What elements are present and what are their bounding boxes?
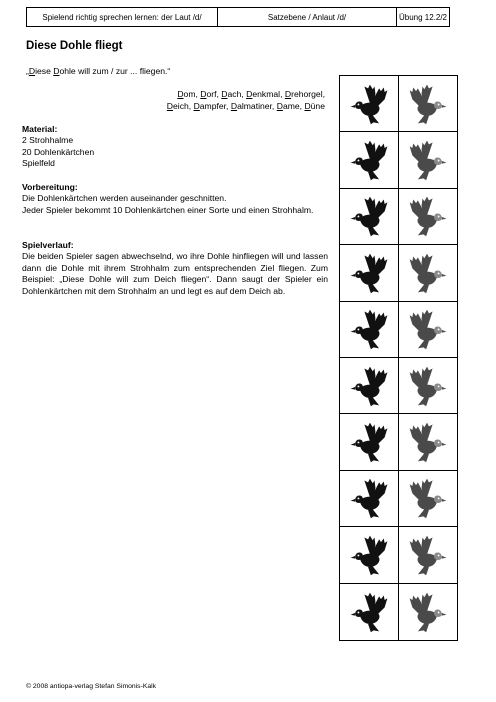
header-table: [26, 7, 450, 27]
underlined-d: D: [304, 101, 311, 111]
underlined-d: D: [284, 89, 292, 99]
jackdaw-card: [340, 245, 399, 301]
word-rest: rehorgel,: [291, 89, 325, 99]
jackdaw-card: [340, 76, 399, 132]
underlined-d: D: [276, 101, 283, 111]
preparation-line: Jeder Spieler bekommt 10 Dohlenkärtchen einer Sorte und einen Strohhalm.: [22, 204, 314, 215]
word-rest: om,: [183, 89, 201, 99]
word-rest: ame,: [282, 101, 305, 111]
gameplay-section: [22, 240, 328, 297]
quote-open: „: [26, 66, 29, 76]
underlined-d: D: [53, 66, 60, 76]
word-rest: eich,: [173, 101, 194, 111]
grey-jackdaw-icon: [405, 306, 451, 352]
header-exercise-number: Übung 12.2/2: [398, 12, 448, 22]
word-rest: almatiner,: [237, 101, 277, 111]
quote-part: ohle will zum / zur ... fliegen.“: [59, 66, 171, 76]
black-jackdaw-icon: [346, 137, 392, 183]
black-jackdaw-icon: [346, 81, 392, 127]
grey-jackdaw-icon: [405, 475, 451, 521]
black-jackdaw-icon: [346, 475, 392, 521]
jackdaw-card: [340, 471, 399, 527]
underlined-d: D: [246, 89, 253, 99]
underlined-d: D: [221, 89, 228, 99]
underlined-d: D: [177, 89, 184, 99]
word-list-line: [120, 88, 325, 100]
grey-jackdaw-icon: [405, 137, 451, 183]
underlined-d: D: [193, 101, 200, 111]
gameplay-text: Die beiden Spieler sagen abwechselnd, wo ihre Dohle hinfliegen will und lassen dann die Dohle mit ihrem Strohhalm zum entsprechenden Ziel fliegen. Zum Beispiel: „Diese Dohle will zum Deich fliegen“. Dann saugt der Spieler ein Dohlenkärtchen mit dem Strohhalm an und legt es auf dem Deich ab.: [22, 251, 328, 296]
black-jackdaw-icon: [346, 250, 392, 296]
grey-jackdaw-icon: [405, 81, 451, 127]
jackdaw-card: [399, 358, 458, 414]
jackdaw-card: [399, 302, 458, 358]
black-jackdaw-icon: [346, 193, 392, 239]
word-rest: üne: [310, 101, 325, 111]
material-heading: Material:: [22, 124, 58, 134]
gameplay-heading: Spielverlauf:: [22, 240, 74, 250]
material-section: [22, 124, 328, 170]
header-level: Satzebene / Anlaut /d/: [218, 8, 397, 26]
jackdaw-card: [340, 527, 399, 583]
jackdaw-card: [399, 471, 458, 527]
word-rest: ampfer,: [199, 101, 231, 111]
grey-jackdaw-icon: [405, 532, 451, 578]
material-item: 20 Dohlenkärtchen: [22, 146, 95, 157]
word-rest: orf,: [206, 89, 222, 99]
black-jackdaw-icon: [346, 306, 392, 352]
jackdaw-card: [340, 189, 399, 245]
jackdaw-card: [399, 189, 458, 245]
example-sentence: [26, 66, 170, 76]
black-jackdaw-icon: [346, 363, 392, 409]
jackdaw-card: [399, 584, 458, 640]
preparation-line: Die Dohlenkärtchen werden auseinander geschnitten.: [22, 193, 227, 204]
material-item: Spielfeld: [22, 158, 55, 169]
jackdaw-card: [340, 584, 399, 640]
underlined-d: D: [28, 66, 36, 76]
jackdaw-card: [399, 414, 458, 470]
grey-jackdaw-icon: [405, 250, 451, 296]
jackdaw-card: [340, 302, 399, 358]
jackdaw-card: [340, 358, 399, 414]
black-jackdaw-icon: [346, 589, 392, 635]
preparation-heading: Vorbereitung:: [22, 182, 78, 192]
black-jackdaw-icon: [346, 419, 392, 465]
jackdaw-card: [399, 527, 458, 583]
jackdaw-card: [340, 132, 399, 188]
word-rest: enkmal,: [252, 89, 285, 99]
grey-jackdaw-icon: [405, 419, 451, 465]
jackdaw-card: [399, 76, 458, 132]
word-rest: ach,: [227, 89, 247, 99]
jackdaw-card: [399, 245, 458, 301]
jackdaw-card: [399, 132, 458, 188]
grey-jackdaw-icon: [405, 193, 451, 239]
underlined-d: D: [200, 89, 207, 99]
header-series-title: Spielend richtig sprechen lernen: der Laut /d/: [27, 8, 218, 26]
material-item: 2 Strohhalme: [22, 135, 74, 146]
jackdaw-card-grid: [339, 75, 458, 641]
target-word-list: [120, 88, 325, 112]
jackdaw-card: [340, 414, 399, 470]
word-list-line: [120, 100, 325, 112]
underlined-d: D: [230, 101, 238, 111]
page-title: Diese Dohle fliegt: [26, 40, 123, 52]
quote-part: iese: [35, 66, 54, 76]
underlined-d: D: [166, 101, 174, 111]
copyright-footer: © 2008 antiopa-verlag Stefan Simonis-Kalk: [26, 683, 157, 690]
black-jackdaw-icon: [346, 532, 392, 578]
preparation-section: [22, 182, 328, 216]
grey-jackdaw-icon: [405, 363, 451, 409]
grey-jackdaw-icon: [405, 589, 451, 635]
